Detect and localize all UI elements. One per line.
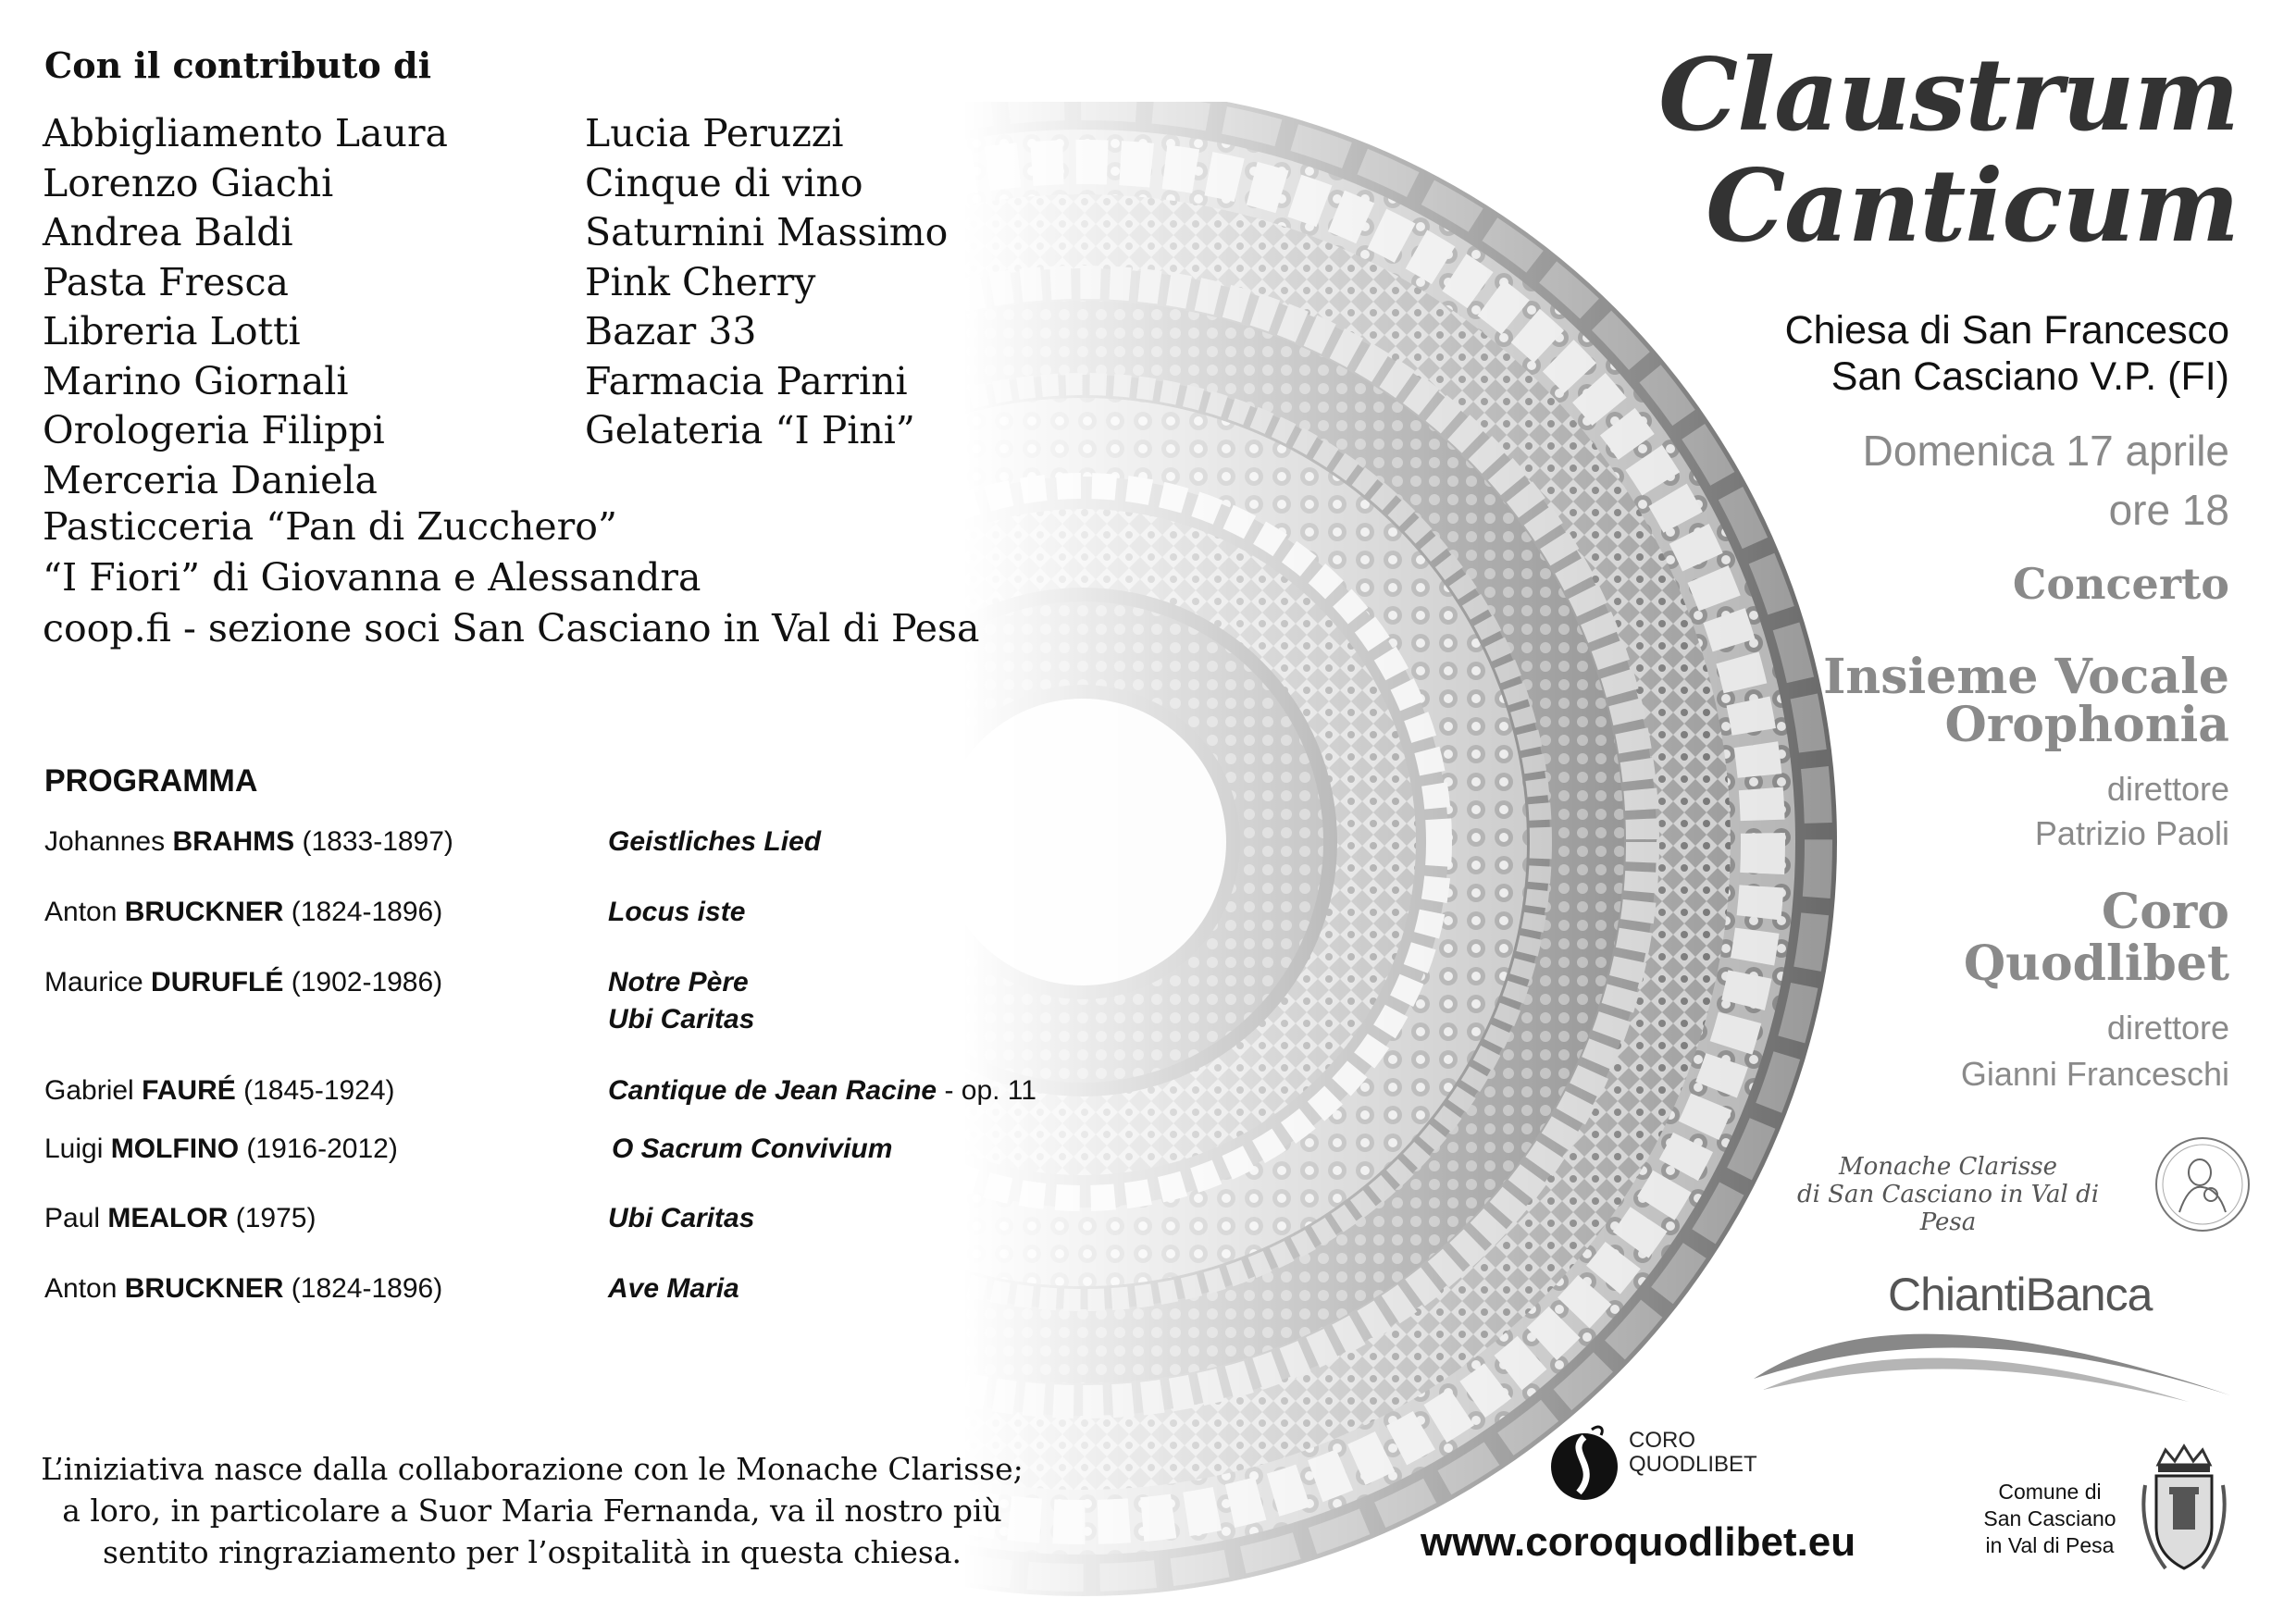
note-line: a loro, in particolare a Suor Maria Fernanda, va il nostro più: [62, 1493, 1002, 1529]
website-link[interactable]: www.coroquodlibet.eu: [1421, 1519, 1856, 1565]
program-composer: [44, 1273, 442, 1305]
sponsor-item: Cinque di vino: [585, 160, 863, 205]
comune-line: in Val di Pesa: [1985, 1533, 2115, 1557]
composer-years: (1824-1896): [291, 1273, 443, 1304]
composer-first-name: Maurice: [44, 967, 143, 997]
sponsor-item: Pasticceria “Pan di Zucchero”: [43, 504, 617, 549]
program-work: Locus iste: [608, 897, 746, 927]
event-title-line2: Canticum: [1706, 148, 2239, 265]
composer-first-name: Anton: [44, 897, 118, 927]
composer-surname: DURUFLÉ: [151, 967, 284, 997]
composer-years: (1833-1897): [302, 826, 453, 857]
composer-first-name: Anton: [44, 1273, 118, 1304]
ensemble2-line1: Coro: [2101, 884, 2229, 940]
sponsor-item: coop.fi - sezione soci San Casciano in Val di Pesa: [43, 606, 980, 650]
chiantibanca-logo-text: ChiantiBanca: [1888, 1269, 2153, 1320]
sponsor-item: Lucia Peruzzi: [585, 111, 844, 155]
sponsor-item: Pasta Fresca: [43, 259, 289, 304]
monache-line2: di San Casciano in Val di Pesa: [1796, 1181, 2100, 1236]
composer-surname: MEALOR: [107, 1203, 229, 1233]
program-work: Ave Maria: [608, 1273, 739, 1304]
ensemble1-line2: Orophonia: [1944, 697, 2229, 753]
sponsor-item: Pink Cherry: [585, 259, 816, 304]
sponsors-heading: Con il contributo di: [44, 44, 431, 86]
sponsor-item: Libreria Lotti: [43, 309, 301, 353]
program-title: PROGRAMMA: [44, 763, 258, 799]
program-work-opus: - op. 11: [937, 1075, 1036, 1106]
ensemble2-line2: Quodlibet: [1963, 935, 2229, 992]
acknowledgement-note: [0, 1448, 1064, 1573]
program-composer: [44, 967, 442, 998]
sponsor-item: Orologeria Filippi: [43, 408, 385, 452]
director2-name: Gianni Franceschi: [1960, 1055, 2229, 1093]
event-time: ore 18: [2108, 486, 2229, 534]
sponsor-item: Bazar 33: [585, 309, 757, 353]
program-work: [608, 1075, 1036, 1107]
program-work: Ubi Caritas: [608, 1203, 755, 1233]
madonna-seal-icon: [2152, 1134, 2253, 1235]
composer-years: (1975): [235, 1203, 316, 1233]
venue-line1: Chiesa di San Francesco: [1784, 308, 2229, 353]
sponsors-list-right: [585, 109, 948, 456]
composer-surname: BRUCKNER: [124, 1273, 284, 1304]
event-date: Domenica 17 aprile: [1862, 427, 2229, 475]
composer-surname: BRUCKNER: [124, 897, 284, 927]
sponsor-item: Merceria Daniela: [43, 457, 378, 502]
chiantibanca-swoosh-icon: [1754, 1314, 2230, 1406]
composer-surname: MOLFINO: [110, 1134, 240, 1164]
sponsor-item: Saturnini Massimo: [585, 210, 949, 254]
director2-label: direttore: [2106, 1009, 2229, 1047]
program-composer: [44, 1134, 398, 1165]
program-work: O Sacrum Convivium: [612, 1134, 893, 1164]
composer-years: (1845-1924): [243, 1075, 395, 1106]
sponsors-list-left: [43, 109, 448, 505]
composer-first-name: Gabriel: [44, 1075, 134, 1106]
composer-first-name: Paul: [44, 1203, 101, 1233]
program-work-title: Cantique de Jean Racine: [608, 1075, 937, 1106]
program-composer: [44, 1075, 395, 1107]
note-line: sentito ringraziamento per l’ospitalità in questa chiesa.: [102, 1534, 962, 1570]
sponsor-item: Lorenzo Giachi: [43, 160, 334, 205]
program-work: Geistliches Lied: [608, 826, 822, 857]
event-title-line1: Claustrum: [1658, 37, 2239, 154]
comune-coat-of-arms-icon: [2138, 1439, 2230, 1578]
sponsor-item: Gelateria “I Pini”: [585, 408, 915, 452]
composer-first-name: Luigi: [44, 1134, 104, 1164]
composer-first-name: Johannes: [44, 826, 166, 857]
composer-years: (1916-2012): [246, 1134, 398, 1164]
program-composer: [44, 897, 442, 928]
coro-logo-line2: QUODLIBET: [1629, 1452, 1757, 1477]
coro-logo-line1: CORO: [1629, 1428, 1695, 1453]
ensemble1-line1: Insieme Vocale: [1823, 649, 2229, 705]
sponsor-item: Abbigliamento Laura: [43, 111, 448, 155]
composer-years: (1824-1896): [291, 897, 443, 927]
director1-label: direttore: [2106, 770, 2229, 808]
program-work: Ubi Caritas: [608, 1004, 755, 1035]
comune-line: San Casciano: [1983, 1506, 2116, 1530]
sponsor-item: Farmacia Parrini: [585, 358, 908, 403]
composer-surname: BRAHMS: [172, 826, 295, 857]
note-line: L’iniziativa nasce dalla collaborazione con le Monache Clarisse;: [41, 1451, 1024, 1487]
program-composer: [44, 826, 453, 858]
program-work: Notre Père: [608, 967, 749, 997]
composer-years: (1902-1986): [291, 967, 443, 997]
comune-label: [1971, 1479, 2128, 1559]
sponsor-item: Andrea Baldi: [43, 210, 293, 254]
venue-line2: San Casciano V.P. (FI): [1831, 354, 2229, 399]
coro-quodlibet-logo-text: [1629, 1429, 1757, 1477]
monache-clarisse-logo-text: [1772, 1153, 2124, 1236]
sponsor-item: “I Fiori” di Giovanna e Alessandra: [43, 555, 701, 600]
director1-name: Patrizio Paoli: [2034, 814, 2229, 852]
coro-quodlibet-logo-icon: [1547, 1420, 1621, 1504]
composer-surname: FAURÉ: [142, 1075, 236, 1106]
monache-line1: Monache Clarisse: [1838, 1153, 2057, 1181]
event-label: Concerto: [2012, 559, 2229, 609]
comune-line: Comune di: [1998, 1480, 2102, 1504]
sponsor-item: Marino Giornali: [43, 358, 349, 403]
program-composer: [44, 1203, 316, 1234]
